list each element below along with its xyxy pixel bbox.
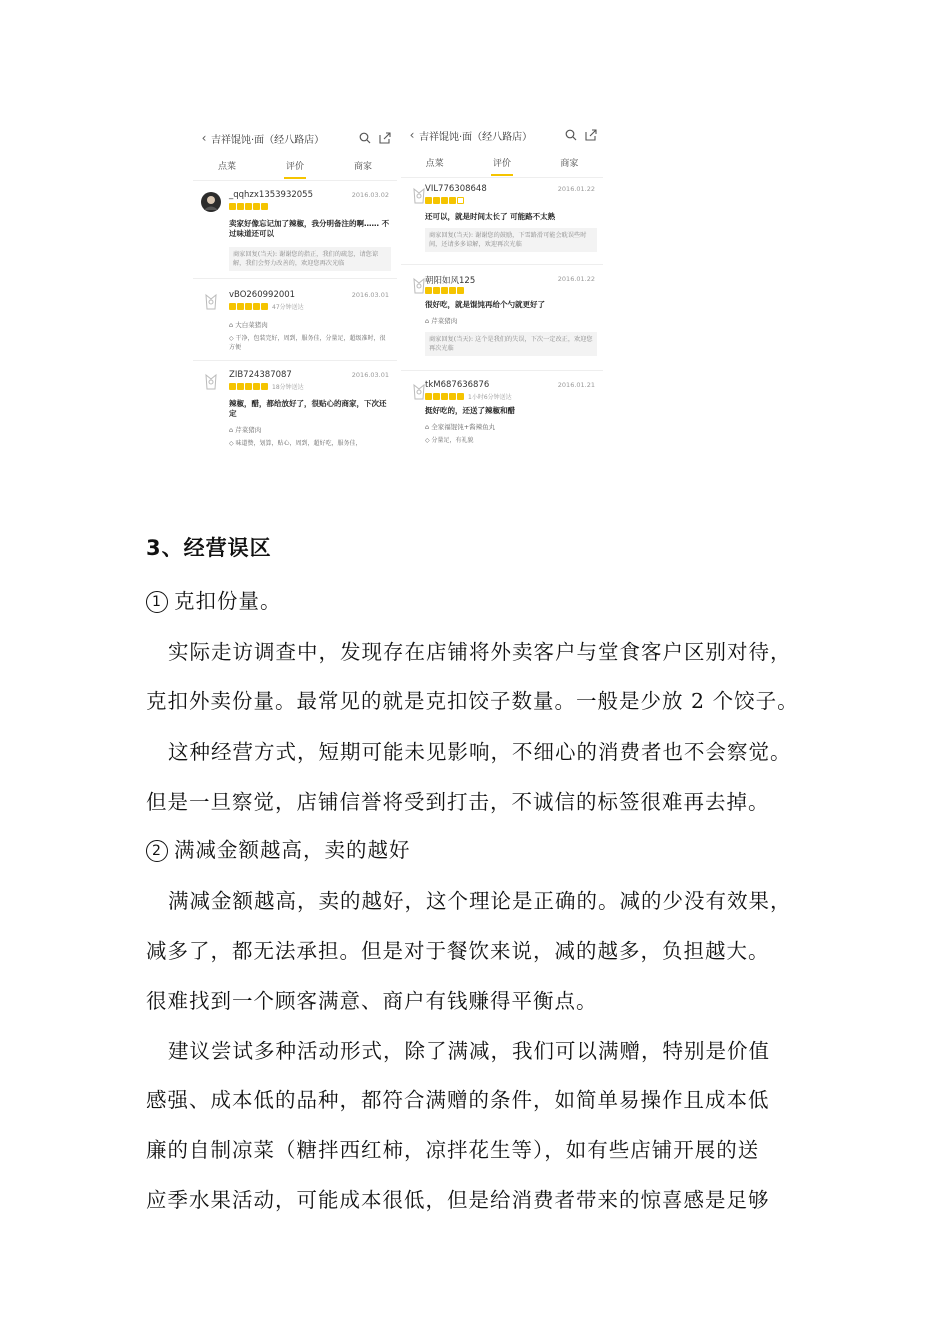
review-tags: ◇ 味道赞，划算，贴心，周到，超好吃，服务佳， [229,440,362,447]
review-tags: ◇ 干净，包装完好，周到，服务佳，分量足，超级准时，很方便 [229,335,386,351]
body-line: 满减金额越高，卖的越好，这个理论是正确的。减的少没有效果， [168,889,792,913]
merchant-reply: 商家回复(当天): 这个是我们的失误，下次一定改正，欢迎您再次光临 [425,332,597,356]
review-item [193,290,397,360]
tags-text: 味道赞，划算，贴心，周到，超好吃，服务佳， [235,440,362,447]
review-text: 还可以，就是时间太长了 可能路不太熟 [425,212,556,221]
review-text: 很好吃，就是馄饨再给个勺就更好了 [425,300,545,309]
tab-merchant[interactable]: 商家 [560,159,579,169]
review-item [401,380,603,452]
dish-name: 芹菜猪肉 [235,426,262,434]
search-icon[interactable] [359,132,371,144]
review-date: 2016.03.01 [351,291,389,299]
ordered-dish: ⌂ 芹菜猪肉 [425,317,458,325]
review-date: 2016.03.01 [351,371,389,379]
ordered-dish: ⌂ 大白菜猪肉 [229,321,268,329]
shop-title: 吉祥馄饨·面（经八路店） [419,131,533,143]
review-username: _qqhzx1353932055 [229,190,313,200]
back-arrow-icon[interactable]: ‹ [201,131,207,145]
merchant-reply: 商家回复(当天): 谢谢您的指正，我们的疏忽，请您谅解，我们会努力改善的，欢迎您再次光临 [229,247,391,271]
review-username: 朝阳如风125 [425,276,476,286]
tab-bar [401,155,603,178]
tab-reviews[interactable]: 评价 [261,158,329,180]
review-item [401,274,603,364]
search-icon[interactable] [565,129,577,141]
review-username: tkM687636876 [425,380,490,390]
section-heading: 3、经营误区 [146,536,272,560]
dish-name: 芹菜猪肉 [431,317,458,325]
body-line: 克扣外卖份量。最常见的就是克扣饺子数量。一般是少放 2 个饺子。 [146,689,799,713]
divider [193,360,397,361]
review-text: 辣椒，醋，都给放好了，很贴心的商家，下次还定 [229,399,387,418]
review-tags: ◇ 分量足，有礼貌 [425,437,474,444]
body-line: 应季水果活动，可能成本很低，但是给消费者带来的惊喜感是足够 [146,1188,770,1212]
delivery-duration: 1小时6分钟送达 [468,393,512,401]
sub-item-text: 克扣份量。 [174,589,282,613]
merchant-reply: 商家回复(当天): 谢谢您的鼓励，下雪路滑可能会耽误些时间，还请多多谅解，欢迎再次光临 [425,228,597,252]
tab-bar [193,158,397,181]
sub-item-text: 满减金额越高，卖的越好 [174,838,411,862]
divider [401,264,603,265]
body-line: 建议尝试多种活动形式，除了满减，我们可以满赠，特别是价值 [168,1039,770,1063]
review-date: 2016.01.22 [557,185,595,193]
rating-stars [425,392,512,400]
tags-text: 干净，包装完好，周到，服务佳，分量足，超级准时，很方便 [229,335,386,351]
sub-item [146,833,411,863]
review-item [193,370,397,452]
delivery-duration: 47分钟送达 [272,303,304,311]
review-item [401,184,603,268]
divider [193,278,397,279]
shop-title: 吉祥馄饨·面（经八路店） [211,134,325,146]
body-line: 感强、成本低的品种，都符合满赠的条件，如简单易操作且成本低 [146,1088,770,1112]
review-item [193,190,397,272]
review-username: ZIB724387087 [229,370,292,380]
body-line: 但是一旦察觉，店铺信誉将受到打击，不诚信的标签很难再去掉。 [146,790,770,814]
body-line: 廉的自制凉菜（糖拌西红柿，凉拌花生等），如有些店铺开展的送 [146,1138,760,1162]
tab-menu[interactable]: 点菜 [217,162,236,172]
tab-merchant[interactable]: 商家 [353,162,372,172]
review-text: 挺好吃的，还送了辣椒和醋 [425,406,515,415]
dish-name: 大白菜猪肉 [235,321,268,329]
tab-reviews[interactable]: 评价 [468,155,535,177]
app-header [193,128,397,148]
body-line: 减多了，都无法承担。但是对于餐饮来说，减的越多，负担越大。 [146,939,770,963]
dish-name: 全家福馄饨+酱辣鱼丸 [431,423,496,431]
share-icon[interactable] [585,129,597,141]
default-avatar-icon [201,372,221,392]
share-icon[interactable] [379,132,391,144]
rating-stars [229,302,304,310]
tags-text: 分量足，有礼貌 [431,437,474,444]
body-line: 很难找到一个顾客满意、商户有钱赚得平衡点。 [146,989,598,1013]
divider [401,370,603,371]
phone-screenshot-left [193,122,397,452]
circled-number: 2 [146,840,168,862]
review-username: VIL776308648 [425,184,487,194]
ordered-dish: ⌂ 全家福馄饨+酱辣鱼丸 [425,423,496,431]
rating-stars [229,382,304,390]
review-date: 2016.03.02 [351,191,389,199]
ordered-dish: ⌂ 芹菜猪肉 [229,426,262,434]
circled-number: 1 [146,591,168,613]
rating-stars [229,202,268,210]
tab-menu[interactable]: 点菜 [425,159,444,169]
review-date: 2016.01.22 [557,275,595,283]
back-arrow-icon[interactable]: ‹ [409,128,415,142]
default-avatar-icon [201,292,221,312]
delivery-duration: 18分钟送达 [272,383,304,391]
rating-stars [425,286,464,294]
review-text: 卖家好像忘记加了辣椒，我分明备注的啊…… 不过味道还可以 [229,219,390,238]
body-line: 实际走访调查中，发现存在店铺将外卖客户与堂食客户区别对待， [168,640,792,664]
review-screenshots [193,122,603,452]
rating-stars [425,196,464,204]
review-date: 2016.01.21 [557,381,595,389]
sub-item [146,584,282,614]
avatar [201,192,221,212]
body-line: 这种经营方式，短期可能未见影响，不细心的消费者也不会察觉。 [168,740,792,764]
review-username: vBO260992001 [229,290,296,300]
app-header [401,125,603,145]
phone-screenshot-right [401,122,603,452]
